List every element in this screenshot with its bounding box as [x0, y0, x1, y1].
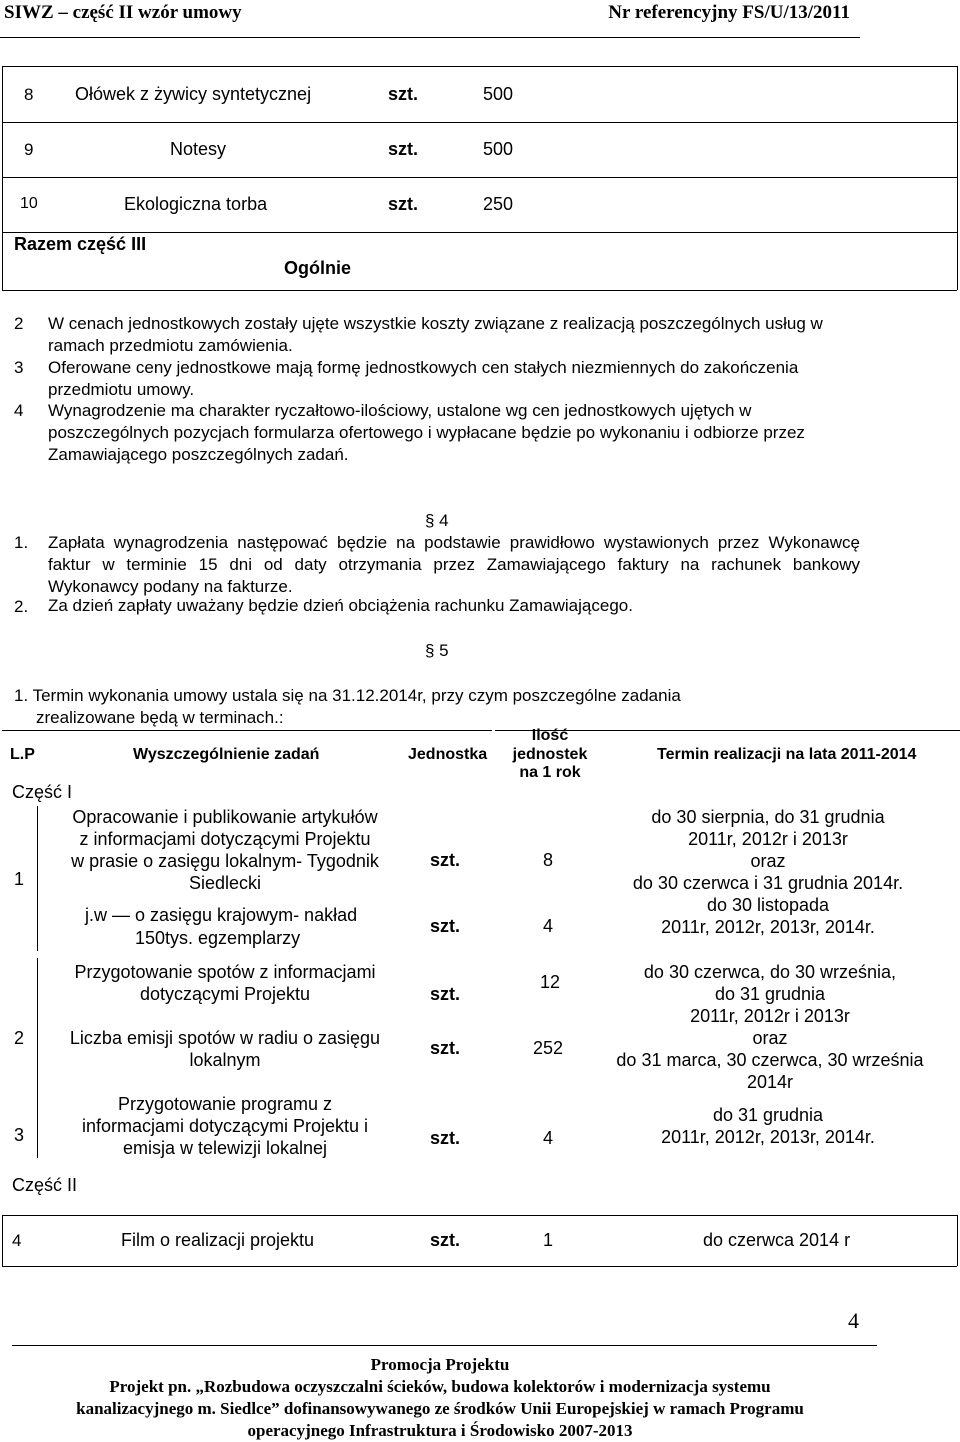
schedule-row-term: do 30 czerwca, do 30 września, do 31 grudnia 2011r, 2012r i 2013r oraz do 31 marca, 30 czerwca, 30 września 2014r [616, 962, 924, 1092]
schedule-row-desc: Przygotowanie spotów z informacjami dotyczącymi Projektu [74, 962, 376, 1004]
schedule-row-term: do 30 sierpnia, do 31 grudnia 2011r, 2012r i 2013r oraz do 30 czerwca i 31 grudnia 2014r. do 30 listopada 2011r, 2012r, 2013r, 2014r. [632, 807, 904, 937]
section5-intro: zrealizowane będą w terminach.: [36, 708, 284, 727]
schedule-header-qty: Ilość [531, 727, 569, 744]
part2-label: Część II [12, 1175, 78, 1195]
schedule-row-no: 1 [14, 869, 25, 889]
point-no: 3 [14, 358, 24, 377]
schedule-header-desc: Wyszczególnienie zadań [133, 746, 320, 763]
table-row-no: 10 [20, 195, 38, 212]
table-row-unit: szt. [388, 84, 419, 104]
schedule-row-desc: 150tys. egzemplarzy [135, 928, 301, 948]
point-text: Wynagrodzenie ma charakter ryczałtowo-ilościowy, ustalone wg cen jednostkowych ujętych w poszczególnych pozycjach formularza ofertowego i wypłacane będzie po wykonaniu i odbiorze przez Zamawiającego poszczególnych zadań. [48, 401, 805, 464]
table-row-name: Ołówek z żywicy syntetycznej [75, 84, 312, 104]
page-number: 4 [848, 1308, 859, 1333]
schedule-header-lp: L.P [10, 746, 35, 763]
section5-heading: § 5 [425, 641, 449, 660]
schedule-header-qty: na 1 rok [519, 764, 581, 781]
schedule-row-unit: szt. [430, 850, 461, 870]
section5-intro: 1. Termin wykonania umowy ustala się na 31.12.2014r, przy czym poszczególne zadania [14, 686, 681, 705]
header-left: SIWZ – część II wzór umowy [4, 2, 242, 23]
table-row-name: Notesy [170, 139, 227, 159]
schedule-row-desc: j.w — o zasięgu krajowym- nakład [85, 905, 358, 925]
schedule-row-qty: 8 [543, 850, 554, 870]
point-no: 4 [14, 401, 24, 420]
section4-item-no: 2. [14, 597, 29, 616]
table-row-qty: 500 [483, 139, 514, 159]
point-no: 2 [14, 314, 24, 333]
schedule-row-unit: szt. [430, 1038, 461, 1058]
section4-item-text: Za dzień zapłaty uważany będzie dzień obciążenia rachunku Zamawiającego. [48, 596, 633, 615]
point-text: W cenach jednostkowych zostały ujęte wszystkie koszty związane z realizacją poszczególnych usług w ramach przedmiotu zamówienia. [48, 314, 823, 355]
table-row-unit: szt. [388, 194, 419, 214]
schedule-row-unit: szt. [430, 984, 461, 1004]
schedule-row-desc: Liczba emisji spotów w radiu o zasięgu lokalnym [69, 1028, 381, 1070]
part1-label: Część I [12, 782, 73, 802]
footer-line: Projekt pn. „Rozbudowa oczyszczalni ścieków, budowa kolektorów i modernizacja systemu [109, 1377, 771, 1396]
table-row-qty: 500 [483, 84, 514, 104]
table-row-no: 8 [24, 85, 34, 104]
total-part3: Razem część III [14, 234, 147, 254]
section4-item-no: 1. [14, 533, 29, 552]
point-text: Oferowane ceny jednostkowe mają formę jednostkowych cen stałych niezmiennych do zakończenia przedmiotu umowy. [48, 358, 799, 399]
schedule-row-no: 3 [14, 1125, 25, 1145]
schedule-row-desc: Opracowanie i publikowanie artykułów z informacjami dotyczącymi Projektu w prasie o zasięgu lokalnym- Tygodnik Siedlecki [71, 807, 379, 893]
schedule-row-qty: 1 [543, 1230, 554, 1250]
schedule-row-no: 2 [14, 1028, 25, 1048]
schedule-header-unit: Jednostka [408, 746, 488, 763]
schedule-row-desc: Przygotowanie programu z informacjami dotyczącymi Projektu i emisja w telewizji lokalnej [81, 1094, 369, 1158]
table-row-qty: 250 [483, 194, 514, 214]
table-row-name: Ekologiczna torba [124, 194, 268, 214]
total-all: Ogólnie [284, 258, 351, 278]
schedule-row-term: do czerwca 2014 r [703, 1230, 851, 1250]
section4-item-text: Zapłata wynagrodzenia następować będzie na podstawie prawidłowo wystawionych przez Wykonawcę faktur w terminie 15 dni od daty otrzymania przez Zamawiającego faktury na rachunek bankowy Wykonawcy podany na fakturze. [48, 533, 860, 596]
table-row-unit: szt. [388, 139, 419, 159]
schedule-row-unit: szt. [430, 1230, 461, 1250]
footer-rule [12, 1345, 877, 1346]
footer-line: kanalizacyjnego m. Siedlce” dofinansowywanego ze środków Unii Europejskiej w ramach Programu [76, 1399, 804, 1418]
table-row-no: 9 [24, 140, 34, 159]
footer-title: Promocja Projektu [370, 1355, 510, 1374]
schedule-row-qty: 4 [543, 916, 554, 936]
footer [0, 1354, 880, 1442]
schedule-header-term: Termin realizacji na lata 2011-2014 [657, 746, 917, 763]
schedule-row-unit: szt. [430, 916, 461, 936]
footer-line: operacyjnego Infrastruktura i Środowisko 2007-2013 [247, 1421, 633, 1440]
schedule-row-no: 4 [12, 1231, 22, 1250]
schedule-row-term: do 31 grudnia 2011r, 2012r, 2013r, 2014r. [661, 1105, 875, 1147]
header-right: Nr referencyjny FS/U/13/2011 [608, 2, 850, 23]
schedule-row-desc: Film o realizacji projektu [121, 1230, 315, 1250]
schedule-row-qty: 12 [540, 972, 561, 992]
section4-heading: § 4 [425, 511, 449, 530]
schedule-row-qty: 252 [533, 1038, 564, 1058]
schedule-row-qty: 4 [543, 1128, 554, 1148]
schedule-header-qty: jednostek [512, 746, 588, 763]
schedule-row-unit: szt. [430, 1128, 461, 1148]
